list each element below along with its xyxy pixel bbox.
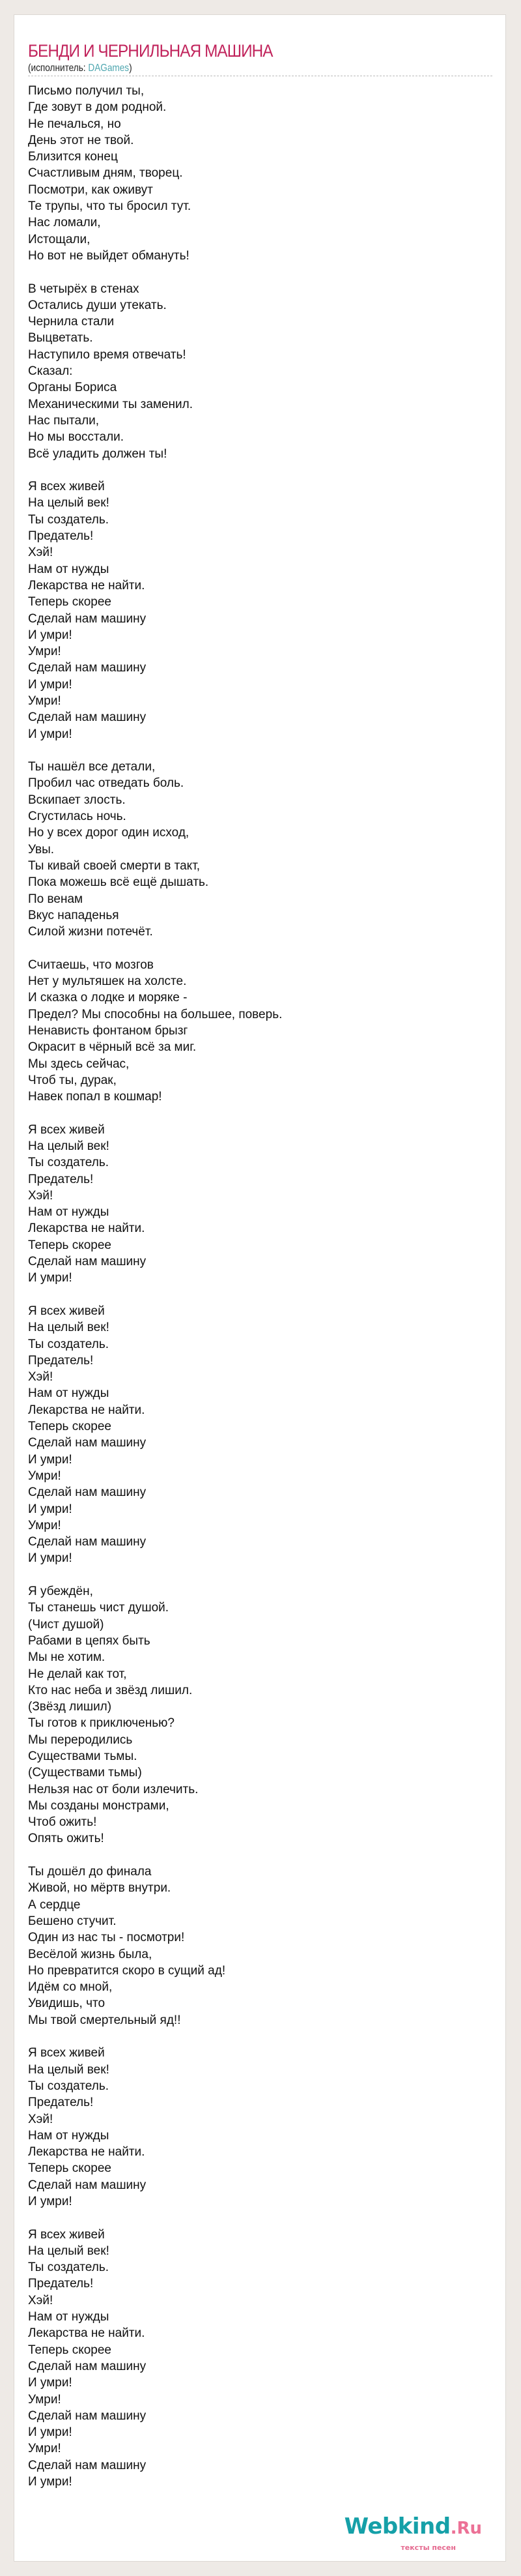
lyric-line: Существами тьмы. (28, 1749, 137, 1763)
lyric-line: Сгустилась ночь. (28, 810, 126, 824)
lyric-line: Но у всех дорог один исход, (28, 826, 190, 840)
lyric-line: Кто нас неба и звёзд лишил. (28, 1683, 193, 1697)
stanza (28, 759, 282, 940)
lyric-line: И умри! (28, 2376, 72, 2390)
lyric-line: Предатель! (28, 529, 94, 544)
lyric-line: Предатель! (28, 1172, 94, 1186)
lyric-line: Считаешь, что мозгов (28, 958, 154, 972)
lyric-line: В четырёх в стенах (28, 282, 139, 296)
lyric-line: На целый век! (28, 2062, 109, 2077)
lyric-line: Идём со мной, (28, 1980, 113, 1995)
lyric-line: Теперь скорее (28, 1238, 111, 1252)
lyric-line: Лекарства не найти. (28, 2145, 145, 2159)
lyrics-card (14, 14, 506, 2562)
lyric-line: Сказал: (28, 364, 73, 379)
lyric-line: Мы созданы монстрами, (28, 1798, 169, 1813)
stanza-gap (28, 264, 282, 280)
lyric-line: Умри! (28, 645, 61, 659)
lyric-line: Нам от нужды (28, 562, 109, 576)
lyric-line: Теперь скорее (28, 2343, 111, 2357)
lyric-line: И умри! (28, 2195, 72, 2208)
lyric-line: Предатель! (28, 2277, 94, 2291)
lyric-line: Я всех живей (28, 2227, 105, 2242)
lyric-line: Мы переродились (28, 1733, 133, 1747)
lyric-line: На целый век! (28, 1321, 109, 1335)
lyric-line: Сделай нам машину (28, 2178, 147, 2192)
lyric-line: Лекарства не найти. (28, 2326, 145, 2341)
lyric-line: И умри! (28, 1551, 72, 1566)
lyric-line: Вскипает злость. (28, 793, 126, 807)
stanza-gap (28, 1847, 282, 1864)
stanza-gap (28, 2210, 282, 2226)
lyric-line: Органы Бориса (28, 381, 117, 395)
lyric-line: Те трупы, что ты бросил тут. (28, 199, 191, 214)
lyric-line: Мы твой смертельный яд!! (28, 2013, 181, 2027)
stanza-gap (28, 940, 282, 956)
stanza-gap (28, 1287, 282, 1303)
lyric-line: Нам от нужды (28, 1386, 109, 1401)
lyric-line: Силой жизни потечёт. (28, 925, 153, 939)
lyric-line: Ты нашёл все детали, (28, 760, 156, 774)
stanza (28, 281, 282, 462)
lyric-line: Хэй! (28, 1370, 53, 1384)
stanza-gap (28, 462, 282, 478)
logo-tld: .Ru (450, 2519, 482, 2538)
lyric-line: Лекарства не найти. (28, 1403, 145, 1417)
lyric-line: Сделай нам машину (28, 1486, 147, 1500)
lyric-line: Бешено стучит. (28, 1914, 117, 1928)
lyric-line: И умри! (28, 1452, 72, 1467)
lyric-line: Письмо получил ты, (28, 84, 145, 98)
lyric-line: (Существами тьмы) (28, 1766, 142, 1780)
lyric-line: Один из нас ты - посмотри! (28, 1931, 185, 1945)
lyric-line: Механическими ты заменил. (28, 397, 193, 411)
stanza (28, 1303, 282, 1567)
stanza (28, 1122, 282, 1287)
lyric-line: Я всех живей (28, 2046, 105, 2060)
lyric-line: Предатель! (28, 2096, 94, 2110)
lyric-line: Сделай нам машину (28, 1535, 147, 1549)
lyric-line: Весёлой жизнь была, (28, 1947, 152, 1961)
stanza (28, 83, 282, 264)
lyric-line: Сделай нам машину (28, 2458, 147, 2472)
lyric-line: Выцветать. (28, 331, 93, 345)
lyric-line: Я убеждён, (28, 1585, 93, 1599)
lyric-line: А сердце (28, 1897, 81, 1912)
lyric-line: День этот не твой. (28, 133, 134, 147)
lyric-line: И умри! (28, 727, 72, 741)
lyric-line: Ты дошёл до финала (28, 1865, 152, 1879)
lyric-line: Ты станешь чист душой. (28, 1601, 169, 1615)
lyric-line: Наступило время отвечать! (28, 347, 186, 362)
lyric-line: Сделай нам машину (28, 2408, 147, 2423)
lyric-line: Вкус нападенья (28, 908, 119, 922)
lyric-line: Нам от нужды (28, 2128, 109, 2143)
lyric-line: Окрасит в чёрный всё за миг. (28, 1040, 197, 1055)
lyric-line: И сказка о лодке и моряке - (28, 991, 188, 1005)
lyric-line: По венам (28, 892, 83, 906)
lyric-line: Сделай нам машину (28, 1436, 147, 1450)
lyric-line: Рабами в цепях быть (28, 1633, 150, 1648)
lyric-line: Хэй! (28, 1188, 53, 1203)
lyric-line: Умри! (28, 2442, 61, 2456)
lyric-line: Не делай как тот, (28, 1667, 127, 1681)
lyric-line: Умри! (28, 694, 61, 708)
lyrics-text (28, 83, 282, 2490)
lyric-line: Ты кивай своей смерти в такт, (28, 858, 201, 873)
lyric-line: Чтоб ты, дурак, (28, 1073, 117, 1087)
lyric-line: Сделай нам машину (28, 661, 147, 675)
lyric-line: Счастливым дням, творец. (28, 166, 183, 181)
lyric-line: Пробил час отведать боль. (28, 776, 184, 791)
lyric-line: Лекарства не найти. (28, 1222, 145, 1236)
lyric-line: Опять ожить! (28, 1832, 104, 1846)
lyric-line: Увы. (28, 842, 55, 856)
lyric-line: Нельзя нас от боли излечить. (28, 1782, 199, 1796)
lyric-line: Хэй! (28, 2112, 53, 2126)
lyric-line: Теперь скорее (28, 595, 111, 609)
lyric-line: И умри! (28, 628, 72, 642)
lyric-line: Ты создатель. (28, 1156, 109, 1170)
artist-suffix: ) (129, 63, 132, 74)
lyric-line: Пока можешь всё ещё дышать. (28, 875, 209, 890)
lyric-line: Мы здесь сейчас, (28, 1057, 130, 1071)
lyric-line: Но мы восстали. (28, 430, 124, 445)
stanza (28, 957, 282, 1105)
lyric-line: Чтоб ожить! (28, 1815, 97, 1830)
lyric-line: Нас ломали, (28, 216, 101, 230)
stanza (28, 1864, 282, 2028)
lyric-line: Нам от нужды (28, 1205, 109, 1220)
lyric-line: Сделай нам машину (28, 1255, 147, 1269)
lyric-line: Но вот не выйдет обмануть! (28, 248, 190, 263)
site-logo[interactable] (345, 2514, 482, 2552)
lyric-line: И умри! (28, 2425, 72, 2440)
stanza (28, 1583, 282, 1847)
lyric-line: Я всех живей (28, 1122, 105, 1137)
lyric-line: (Чист душой) (28, 1617, 104, 1632)
lyric-line: Умри! (28, 1518, 61, 1532)
lyric-line: Ты создатель. (28, 512, 109, 527)
stanza-gap (28, 1567, 282, 1583)
stanza-gap (28, 2028, 282, 2045)
logo-brand (345, 2514, 482, 2543)
lyric-line: Ты готов к приключенью? (28, 1716, 175, 1731)
lyric-line: Истощали, (28, 232, 91, 246)
stanza (28, 478, 282, 742)
lyric-line: Теперь скорее (28, 1420, 111, 1434)
lyric-line: На целый век! (28, 2244, 109, 2258)
lyric-line: Увидишь, что (28, 1997, 106, 2011)
stanza (28, 2045, 282, 2210)
lyric-line: И умри! (28, 1502, 72, 1516)
song-title: БЕНДИ И ЧЕРНИЛЬНАЯ МАШИНА (28, 41, 273, 61)
lyric-line: Близится конец (28, 150, 118, 164)
lyric-line: Нет у мультяшек на холсте. (28, 974, 187, 989)
artist-link[interactable]: DAGames (88, 63, 130, 74)
lyric-line: Умри! (28, 1469, 61, 1483)
lyric-line: Живой, но мёртв внутри. (28, 1881, 171, 1895)
lyric-line: Предел? Мы способны на большее, поверь. (28, 1007, 283, 1021)
lyric-line: Ты создатель. (28, 1337, 109, 1351)
lyric-line: Чернила стали (28, 315, 115, 329)
lyric-line: Предатель! (28, 1353, 94, 1368)
lyric-line: (Звёзд лишил) (28, 1700, 112, 1714)
lyric-line: Ненависть фонтаном брызг (28, 1023, 188, 1038)
logo-name: Webkind (344, 2513, 451, 2539)
lyric-line: Но превратится скоро в сущий ад! (28, 1963, 226, 1978)
lyric-line: И умри! (28, 1271, 72, 1285)
lyric-line: Навек попал в кошмар! (28, 1090, 162, 1104)
lyric-line: Лекарства не найти. (28, 578, 145, 593)
lyric-line: И умри! (28, 677, 72, 692)
stanza (28, 2227, 282, 2491)
lyric-line: Сделай нам машину (28, 2359, 147, 2373)
lyric-line: Нас пытали, (28, 413, 100, 428)
lyric-line: Сделай нам машину (28, 611, 147, 626)
lyric-line: Всё уладить должен ты! (28, 446, 167, 461)
lyric-line: Посмотри, как оживут (28, 183, 153, 197)
lyric-line: Умри! (28, 2392, 61, 2407)
stanza-gap (28, 1105, 282, 1121)
lyric-line: Сделай нам машину (28, 710, 147, 725)
lyric-line: Хэй! (28, 546, 53, 560)
lyric-line: Не печалься, но (28, 117, 121, 131)
lyric-line: И умри! (28, 2475, 72, 2489)
stanza-gap (28, 742, 282, 759)
lyric-line: Ты создатель. (28, 2261, 109, 2275)
logo-tagline: тексты песен (401, 2543, 456, 2552)
lyric-line: Я всех живей (28, 1304, 105, 1318)
lyric-line: На целый век! (28, 496, 109, 510)
lyric-line: Хэй! (28, 2293, 53, 2307)
lyric-line: Мы не хотим. (28, 1650, 106, 1665)
lyric-line: Остались души утекать. (28, 298, 167, 312)
lyric-line: На целый век! (28, 1139, 109, 1153)
artist-line (28, 63, 132, 74)
lyric-line: Где зовут в дом родной. (28, 100, 167, 115)
lyric-line: Я всех живей (28, 480, 105, 494)
lyric-line: Нам от нужды (28, 2310, 109, 2324)
lyric-line: Ты создатель. (28, 2079, 109, 2093)
lyric-line: Теперь скорее (28, 2161, 111, 2176)
artist-prefix: (исполнитель: (28, 63, 89, 74)
